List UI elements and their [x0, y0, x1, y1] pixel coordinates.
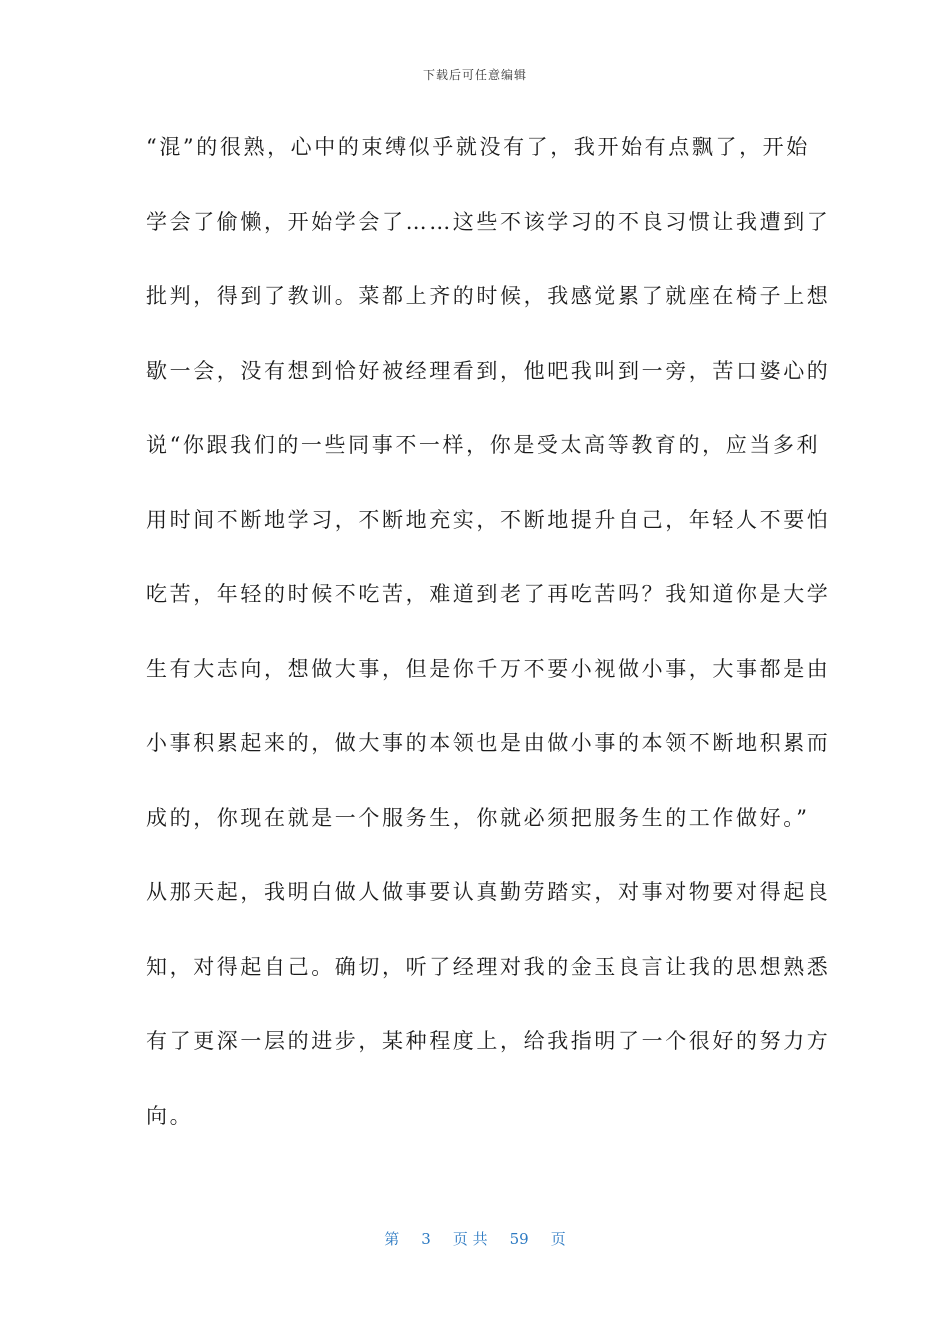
text-line: 说“你跟我们的一些同事不一样，你是受太高等教育的，应当多利	[146, 433, 821, 457]
text-line: 成的，你现在就是一个服务生，你就必须把服务生的工作做好。”	[146, 805, 810, 830]
page-header	[0, 66, 950, 83]
page-footer	[0, 1228, 950, 1249]
text-line: 从那天起，我明白做人做事要认真勤劳踏实，对事对物要对得起良	[146, 880, 831, 904]
document-body	[146, 124, 831, 1167]
text-line: 小事积累起来的，做大事的本领也是由做小事的本领不断地积累而	[146, 731, 831, 755]
text-line: 吃苦，年轻的时候不吃苦，难道到老了再吃苦吗？我知道你是大学	[146, 582, 831, 606]
text-line: 学会了偷懒，开始学会了……这些不该学习的不良习惯让我遭到了	[146, 209, 831, 234]
text-line: 用时间不断地学习，不断地充实，不断地提升自己，年轻人不要怕	[146, 507, 831, 532]
header-note: 下载后可任意编辑	[422, 68, 527, 82]
text-line: “混”的很熟，心中的束缚似乎就没有了，我开始有点飘了，开始	[146, 135, 810, 159]
text-line: 有了更深一层的进步，某种程度上，给我指明了一个很好的努力方	[146, 1029, 831, 1053]
total-page-count: 59	[509, 1230, 529, 1248]
text-line: 批判，得到了教训。菜都上齐的时候，我感觉累了就座在椅子上想	[146, 284, 831, 308]
text-line: 歇一会，没有想到恰好被经理看到，他吧我叫到一旁，苦口婆心的	[146, 358, 831, 383]
text-line: 向。	[146, 1103, 194, 1128]
page-prefix: 第	[384, 1230, 400, 1248]
page-total-label: 页 共	[452, 1230, 488, 1248]
text-line: 知，对得起自己。确切，听了经理对我的金玉良言让我的思想熟悉	[146, 954, 831, 979]
current-page-number: 3	[421, 1230, 431, 1248]
page-suffix: 页	[550, 1230, 566, 1248]
text-line: 生有大志向，想做大事，但是你千万不要小视做小事，大事都是由	[146, 656, 831, 681]
